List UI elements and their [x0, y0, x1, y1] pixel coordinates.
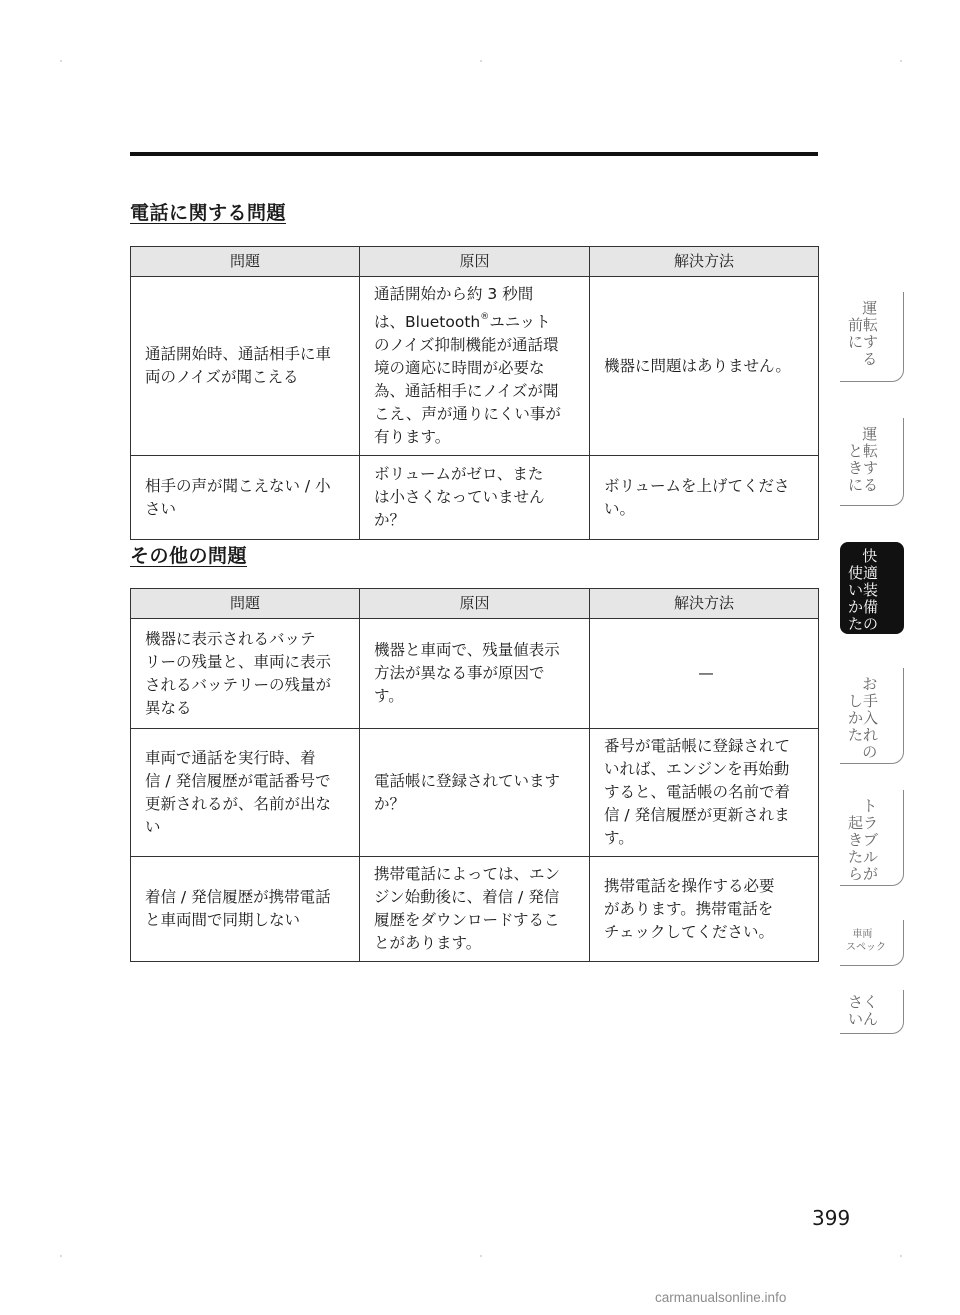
side-tab-troubleshooting[interactable]: ト 起ラ きブ たル らが [840, 790, 904, 886]
solution-cell: 番号が電話帳に登録されて いれば、エンジンを再始動 すると、電話帳の名前で着 信 / 発信履歴が更新されま す。 [590, 729, 819, 857]
top-rule [130, 152, 818, 156]
header-cause: 原因 [360, 247, 590, 277]
side-tab-comfort-features[interactable]: 快 使適 い装 か備 たの [840, 542, 904, 634]
registered-mark: ® [480, 312, 490, 322]
table-header-row [131, 247, 819, 277]
cause-cell: 電話帳に登録されています か？ [360, 729, 590, 857]
cause-cell: 機器と車両で、残量値表示 方法が異なる事が原因で す。 [360, 619, 590, 729]
section-title-other: その他の問題 [130, 545, 248, 567]
table-row [131, 277, 819, 456]
solution-cell: — [590, 619, 819, 729]
table-header-row [131, 589, 819, 619]
phone-problems-table [130, 246, 819, 540]
side-tab-when-driving[interactable]: 運 と転 きす にる [840, 418, 904, 506]
header-problem: 問題 [131, 247, 360, 277]
table-row [131, 456, 819, 540]
table-row [131, 857, 819, 962]
print-mark [480, 60, 482, 62]
print-mark [60, 60, 62, 62]
problem-cell: 着信 / 発信履歴が携帯電話 と車両間で同期しない [131, 857, 360, 962]
solution-cell: ボリュームを上げてくださ い。 [590, 456, 819, 540]
problem-cell: 通話開始時、通話相手に車 両のノイズが聞こえる [131, 277, 360, 456]
cause-cell: 携帯電話によっては、エン ジン始動後に、着信 / 発信 履歴をダウンロードするこ とがあります。 [360, 857, 590, 962]
solution-cell: 携帯電話を操作する必要 があります。携帯電話を チェックしてください。 [590, 857, 819, 962]
side-tab-index[interactable]: さく いん [840, 990, 904, 1034]
cause-cell: 通話開始から約 3 秒間 は、Bluetooth®ユニット のノイズ抑制機能が通話環 境の適応に時間が必要な 為、通話相手にノイズが聞 こえ、声が通りにくい事が 有ります。 [360, 277, 590, 456]
table-row [131, 729, 819, 857]
problem-cell: 車両で通話を実行時、着 信 / 発信履歴が電話番号で 更新されるが、名前が出な い [131, 729, 360, 857]
header-problem: 問題 [131, 589, 360, 619]
side-tab-specifications[interactable]: 車両 スペック [840, 920, 904, 966]
side-tab-before-driving[interactable]: 運 前転 にす る [840, 292, 904, 382]
page-number: 399 [812, 1206, 851, 1230]
print-mark [900, 1255, 902, 1257]
problem-cell: 機器に表示されるバッテ リーの残量と、車両に表示 されるバッテリーの残量が 異なる [131, 619, 360, 729]
header-cause: 原因 [360, 589, 590, 619]
cause-cell: ボリュームがゼロ、また は小さくなっていません か？ [360, 456, 590, 540]
print-mark [480, 1255, 482, 1257]
header-solution: 解決方法 [590, 589, 819, 619]
solution-cell: 機器に問題はありません。 [590, 277, 819, 456]
section-title-phone: 電話に関する問題 [130, 202, 287, 224]
table-row [131, 619, 819, 729]
print-mark [900, 60, 902, 62]
watermark: carmanualsonline.info [655, 1290, 787, 1305]
header-solution: 解決方法 [590, 247, 819, 277]
print-mark [60, 1255, 62, 1257]
problem-cell: 相手の声が聞こえない / 小 さい [131, 456, 360, 540]
other-problems-table [130, 588, 819, 962]
side-tab-maintenance[interactable]: お し手 か入 たれ の [840, 668, 904, 764]
